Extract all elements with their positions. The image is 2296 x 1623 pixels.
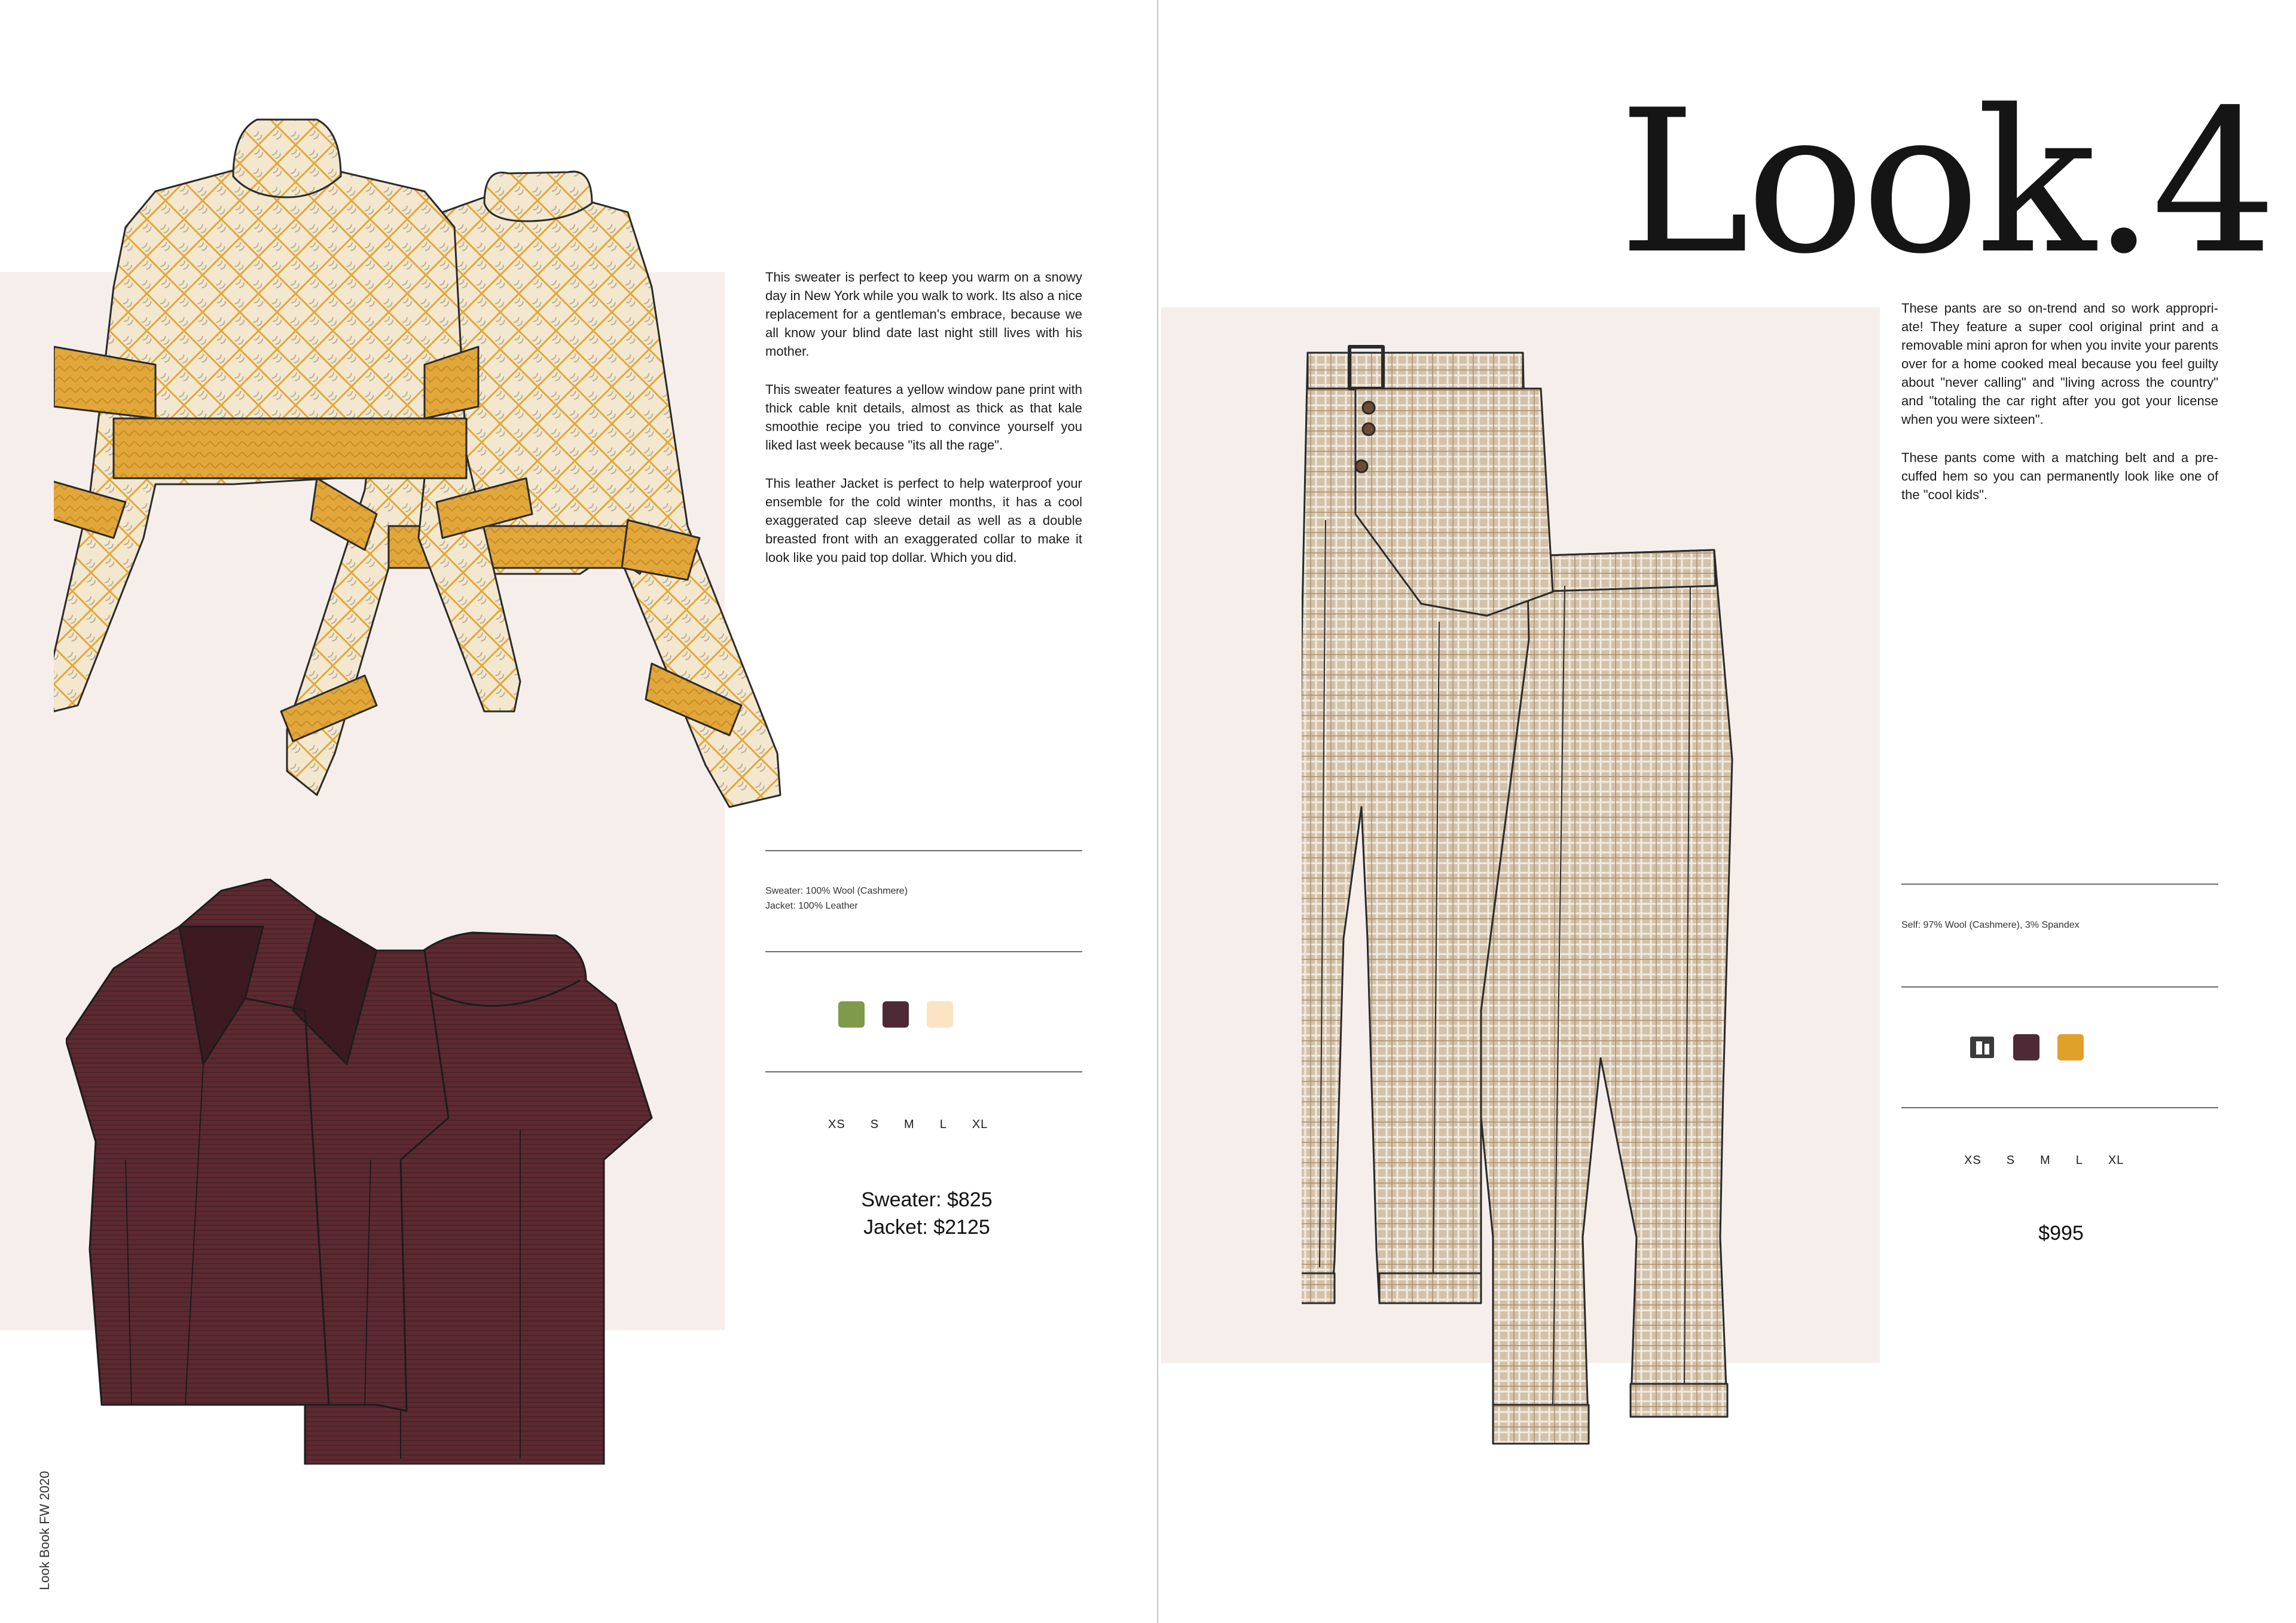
fabric-line: Sweater: 100% Wool (Cashmere): [765, 886, 908, 896]
swatch-cream[interactable]: [927, 1001, 953, 1028]
size-option[interactable]: XL: [972, 1118, 988, 1131]
size-option[interactable]: M: [904, 1118, 915, 1131]
description-paragraph: These pants are so on-trend and so work appropri-ate! They feature a super cool original print and a removable mini apron for when you invite your parents over for a home cooked meal because you feel guilty about "never calling" and "living across the country" and "totaling the car right after you got your license when you were sixteen".: [1901, 301, 2218, 427]
sweater-illustration: [54, 108, 807, 843]
description-paragraph: This sweater is perfect to keep you warm on a snowy day in New York while you walk to work. Its also a nice replacement for a gentleman's embrace, because we all know your blind date last night still lives with his mother.: [765, 270, 1082, 359]
size-option[interactable]: L: [2075, 1154, 2083, 1167]
footer-brand: Look Book FW 2020: [37, 1471, 52, 1590]
swatch-pattern-chip[interactable]: [1969, 1034, 1995, 1060]
right-page: [1158, 0, 2296, 1623]
fabric-content: [1901, 918, 2218, 933]
divider: [1901, 1107, 2218, 1108]
fabric-content: [765, 884, 1082, 913]
look-title: Look.4: [1619, 68, 2274, 297]
size-option[interactable]: XS: [828, 1118, 845, 1131]
color-swatches: [838, 1001, 953, 1028]
size-option[interactable]: S: [870, 1118, 880, 1131]
pants-price: $995: [2038, 1222, 2084, 1245]
size-option[interactable]: XL: [2108, 1154, 2124, 1167]
jacket-price: Jacket: $2125: [863, 1216, 990, 1239]
swatch-plum[interactable]: [2013, 1034, 2039, 1060]
right-description: [1901, 299, 2218, 524]
color-swatches: [1969, 1034, 2084, 1060]
jacket-illustration: [66, 879, 664, 1465]
divider: [1901, 884, 2218, 885]
swatch-plum[interactable]: [883, 1001, 909, 1028]
fabric-line: Self: 97% Wool (Cashmere), 3% Spandex: [1901, 920, 2080, 930]
size-option[interactable]: L: [939, 1118, 947, 1131]
size-option[interactable]: S: [2006, 1154, 2016, 1167]
size-list: [1964, 1154, 2149, 1167]
description-paragraph: This leather Jacket is perfect to help waterproof your ensemble for the cold winter months, it has a cool exaggerated cap sleeve detail as well as a double breasted front with an exaggerated collar to make it look like you paid top dollar. Which you did.: [765, 476, 1082, 565]
divider: [765, 951, 1082, 952]
description-paragraph: These pants come with a matching belt and a pre-cuffed hem so you can permanently look like one of the "cool kids".: [1901, 450, 2218, 502]
left-description: [765, 268, 1082, 586]
sweater-price: Sweater: $825: [861, 1188, 993, 1211]
divider: [765, 1071, 1082, 1072]
swatch-olive[interactable]: [838, 1001, 865, 1028]
divider: [765, 850, 1082, 851]
pattern-chip-icon: [1969, 1034, 1995, 1060]
price-block: [795, 1186, 1058, 1241]
size-option[interactable]: M: [2040, 1154, 2051, 1167]
description-paragraph: This sweater features a yellow window pane print with thick cable knit details, almost as thick as that kale smoothie recipe you tried to convince yourself you liked last week because "its all the rage".: [765, 382, 1082, 453]
size-list: [828, 1118, 1013, 1132]
jacket-front-view: [66, 879, 448, 1411]
size-option[interactable]: XS: [1964, 1154, 1981, 1167]
divider: [1901, 986, 2218, 988]
pants-illustration: [1302, 341, 1768, 1524]
fabric-line: Jacket: 100% Leather: [765, 901, 858, 911]
swatch-mustard[interactable]: [2057, 1034, 2084, 1060]
